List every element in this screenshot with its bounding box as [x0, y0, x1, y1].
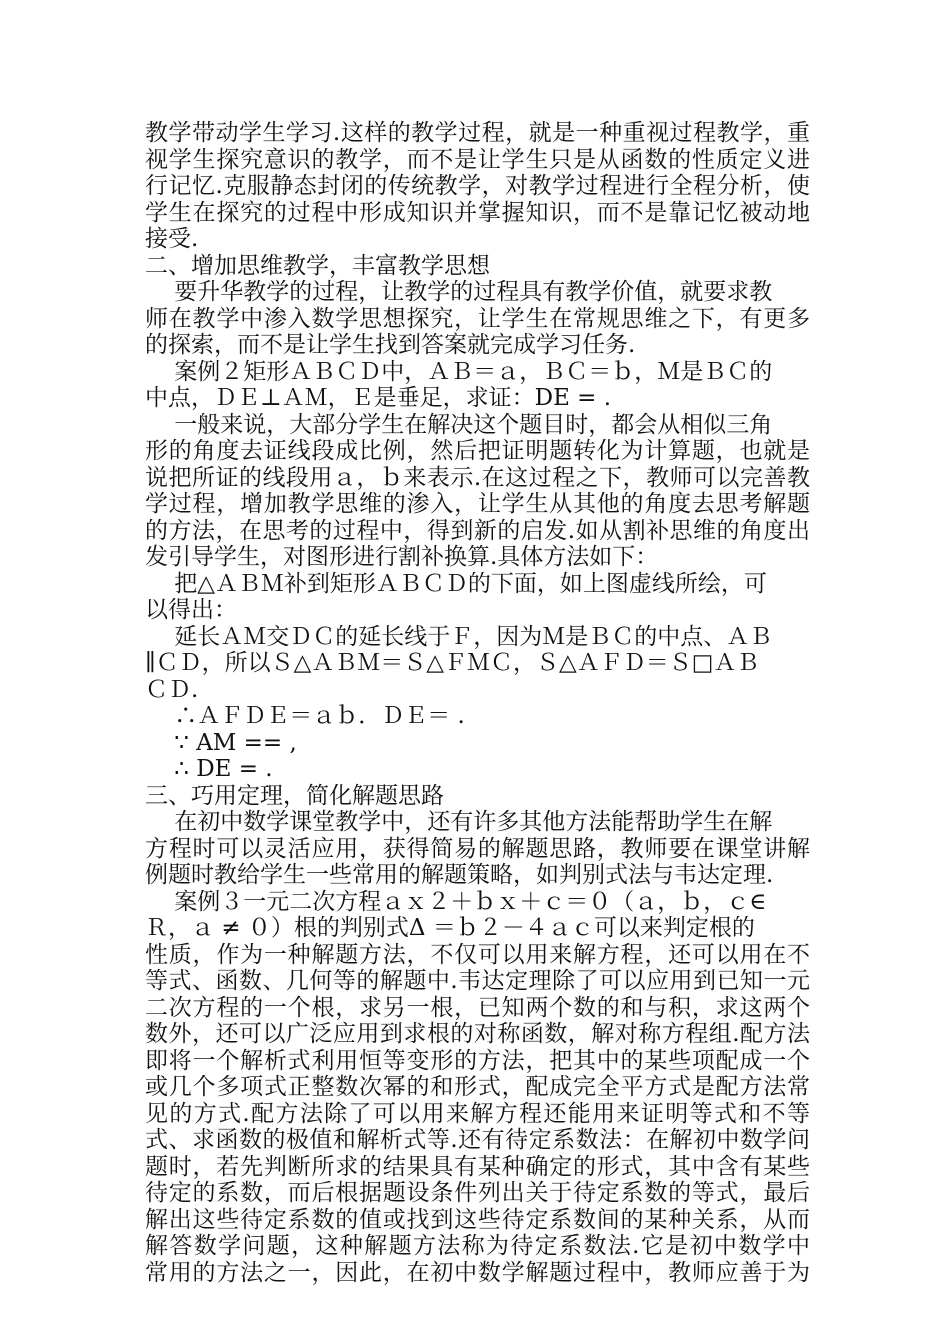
- text-line: 发引导学生，对图形进行割补换算.具体方法如下：: [145, 544, 659, 570]
- text-line: 形的角度去证线段成比例，然后把证明题转化为计算题，也就是: [145, 438, 810, 464]
- text-line: 见的方式.配方法除了可以用来解方程还能用来证明等式和不等: [145, 1100, 810, 1127]
- text-line: 常用的方法之一，因此，在初中数学解题过程中，教师应善于为: [145, 1259, 810, 1286]
- text-line: 学生在探究的过程中形成知识并掌握知识，而不是靠记忆被动地: [145, 199, 810, 226]
- text-line: 方程时可以灵活应用，获得简易的解题思路，教师要在课堂讲解: [145, 835, 810, 862]
- text-line: 在初中数学课堂教学中，还有许多其他方法能帮助学生在解: [145, 809, 773, 835]
- text-line: 等式、函数、几何等的解题中.韦达定理除了可以应用到已知一元: [145, 968, 810, 994]
- text-line: 二次方程的一个根，求另一根，已知两个数的和与积，求这两个: [145, 994, 810, 1021]
- text-line: 行记忆.克服静态封闭的传统教学，对教学过程进行全程分析，使: [145, 173, 810, 199]
- text-line: 说把所证的线段用ａ，ｂ来表示.在这过程之下，教师可以完善教: [145, 464, 810, 491]
- section-heading: 三、巧用定理，简化解题思路: [145, 782, 444, 809]
- text-line: 把△ＡＢＭ补到矩形ＡＢＣＤ的下面，如上图虚线所绘，可: [145, 570, 767, 597]
- document-page: [145, 120, 810, 1286]
- text-line: ∥ＣＤ，所以Ｓ△ＡＢＭ＝Ｓ△ＦＭＣ，Ｓ△ＡＦＤ＝Ｓ□ＡＢ: [145, 650, 760, 676]
- text-line: 解出这些待定系数的值或找到这些待定系数间的某种关系，从而: [145, 1206, 810, 1233]
- section-heading: 二、增加思维教学，丰富教学思想: [145, 252, 490, 279]
- text-line: 案例２矩形ＡＢＣＤ中，ＡＢ＝ａ，ＢＣ＝ｂ，Ｍ是ＢＣ的: [145, 358, 773, 385]
- text-line: 要升华教学的过程，让教学的过程具有教学价值，就要求教: [145, 279, 773, 305]
- text-line: 接受.: [145, 226, 199, 252]
- text-line: 待定的系数，而后根据题设条件列出关于待定系数的等式，最后: [145, 1180, 810, 1206]
- text-line: 数外，还可以广泛应用到求根的对称函数，解对称方程组.配方法: [145, 1021, 810, 1047]
- text-line: 学过程，增加教学思维的渗入，让学生从其他的角度去思考解题: [145, 491, 810, 517]
- text-line: 视学生探究意识的教学，而不是让学生只是从函数的性质定义进: [145, 146, 810, 173]
- text-line: 题时，若先判断所求的结果具有某种确定的形式，其中含有某些: [145, 1153, 810, 1180]
- text-line: 以得出：: [145, 597, 237, 623]
- text-line: 的方法，在思考的过程中，得到新的启发.如从割补思维的角度出: [145, 517, 810, 544]
- text-line: 或几个多项式正整数次幂的和形式，配成完全平方式是配方法常: [145, 1074, 810, 1100]
- formula-line: ∴ＡＦＤＥ＝ａｂ．ＤＥ＝ .: [145, 703, 465, 729]
- text-line: 案例３一元二次方程ａｘ２＋ｂｘ＋ｃ＝０（ａ，ｂ，ｃ∈: [145, 888, 767, 915]
- formula-line: ∴ DE = .: [145, 756, 273, 782]
- text-line: 解答数学问题，这种解题方法称为待定系数法.它是初中数学中: [145, 1233, 810, 1259]
- text-line: 式、求函数的极值和解析式等.还有待定系数法：在解初中数学问: [145, 1127, 810, 1153]
- text-line: 延长ＡＭ交ＤＣ的延长线于Ｆ，因为Ｍ是ＢＣ的中点、ＡＢ: [145, 623, 773, 650]
- text-line: Ｒ，ａ ≠ ０）根的判别式Δ ＝ｂ２－４ａｃ可以来判定根的: [145, 915, 755, 941]
- text-line: 中点，ＤＥ⊥ＡＭ，Ｅ是垂足，求证：DE = .: [145, 385, 612, 411]
- text-line: ＣＤ.: [145, 676, 199, 703]
- text-line: 性质，作为一种解题方法，不仅可以用来解方程，还可以用在不: [145, 941, 810, 968]
- formula-line: ∵ AM == ,: [145, 729, 297, 756]
- text-line: 师在教学中渗入数学思想探究，让学生在常规思维之下，有更多: [145, 305, 810, 332]
- text-line: 例题时教给学生一些常用的解题策略，如判别式法与韦达定理.: [145, 862, 774, 888]
- text-line: 的探索，而不是让学生找到答案就完成学习任务.: [145, 332, 636, 358]
- text-line: 即将一个解析式利用恒等变形的方法，把其中的某些项配成一个: [145, 1047, 810, 1074]
- text-line: 教学带动学生学习.这样的教学过程，就是一种重视过程教学，重: [145, 120, 810, 146]
- text-line: 一般来说，大部分学生在解决这个题目时，都会从相似三角: [145, 411, 773, 438]
